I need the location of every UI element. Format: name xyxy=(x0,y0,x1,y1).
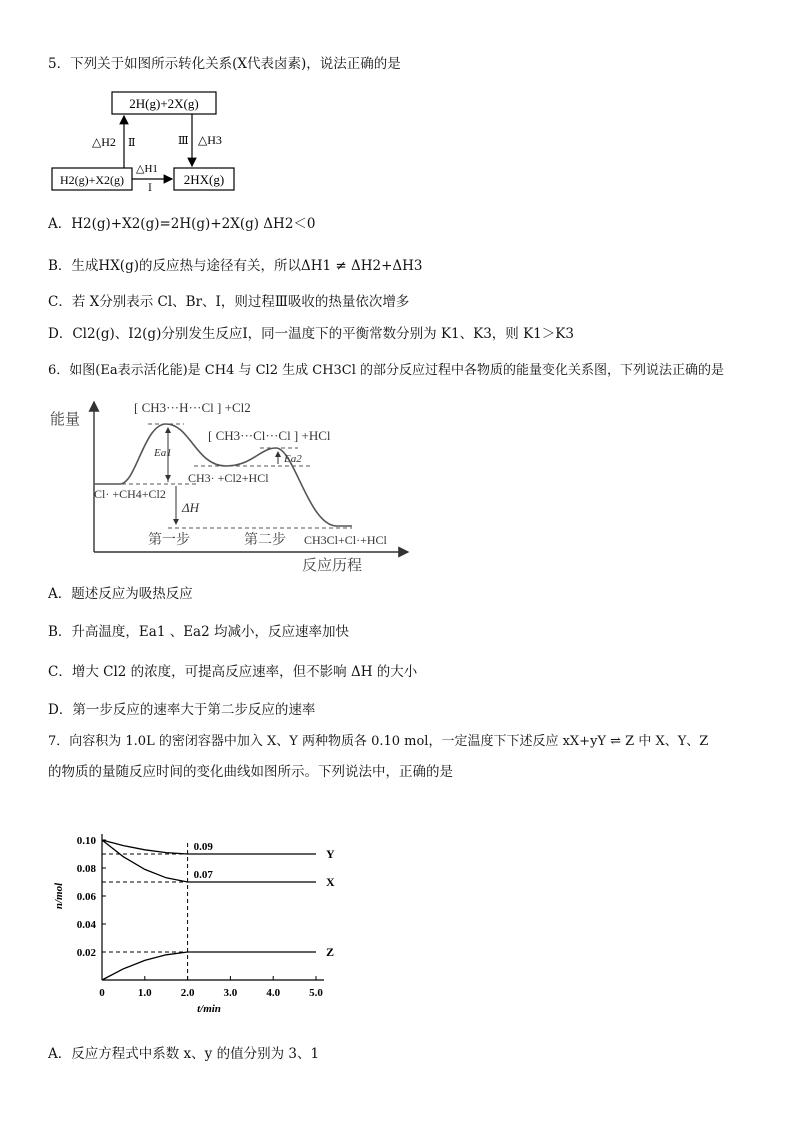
q5-option-a: A．H2(g)+X2(g)=2H(g)+2X(g) ΔH2＜0 xyxy=(48,216,316,232)
q6-reactants: Cl· +CH4+Cl2 xyxy=(94,487,166,501)
y-tick-label: 0.06 xyxy=(76,891,96,903)
series-label-Y: Y xyxy=(326,847,335,861)
q6-option-b: B．升高温度，Ea1 、Ea2 均减小，反应速率加快 xyxy=(48,624,349,640)
q5-option-c: C．若 X分别表示 Cl、Br、I，则过程Ⅲ吸收的热量依次增多 xyxy=(48,294,410,310)
q5-right-box: 2HX(g) xyxy=(183,172,225,187)
y-tick-label: 0.08 xyxy=(76,863,96,875)
q7-chart xyxy=(48,828,338,1018)
q6-option-d: D．第一步反应的速率大于第二步反应的速率 xyxy=(48,702,316,718)
x-tick-label: 0 xyxy=(99,987,105,999)
q6-step2: 第二步 xyxy=(244,532,286,548)
q7-stem-line2: 的物质的量随反应时间的变化曲线如图所示。下列说法中，正确的是 xyxy=(48,764,453,780)
q5-dh1: △H1 xyxy=(136,163,158,175)
q5-stem: 5．下列关于如图所示转化关系(X代表卤素)，说法正确的是 xyxy=(48,56,401,72)
x-tick-label: 2.0 xyxy=(180,987,195,999)
x-tick-label: 4.0 xyxy=(266,987,281,999)
q6-ea1: Ea1 xyxy=(154,447,172,459)
series-label-Z: Z xyxy=(326,945,335,959)
q6-y-label: 能量 xyxy=(50,410,81,428)
y-axis-label: n/mol xyxy=(53,882,65,910)
q5-path1: Ⅰ xyxy=(148,183,152,194)
q5-left-box: H2(g)+X2(g) xyxy=(59,173,125,187)
q5-diagram xyxy=(48,88,268,196)
x-axis-label: t/min xyxy=(197,1003,221,1015)
annotation-y-eq: 0.09 xyxy=(193,841,213,853)
q6-x-label: 反应历程 xyxy=(302,556,363,574)
q6-option-a: A．题述反应为吸热反应 xyxy=(48,586,193,602)
q7-stem-line1: 7．向容积为 1.0L 的密闭容器中加入 X、Y 两种物质各 0.10 mol，一定温度下下述反应 xX+yY ⇌ Z 中 X、Y、Z xyxy=(48,734,709,749)
q6-ea2: Ea2 xyxy=(284,453,302,465)
q7-option-a: A．反应方程式中系数 x、y 的值分别为 3、1 xyxy=(48,1046,320,1062)
series-label-X: X xyxy=(326,875,335,889)
q5-option-b: B．生成HX(g)的反应热与途径有关，所以ΔH1 ≠ ΔH2+ΔH3 xyxy=(48,258,423,274)
q6-products: CH3Cl+Cl·+HCl xyxy=(304,533,387,547)
q6-ts1: [ CH3···H···Cl ] +Cl2 xyxy=(134,400,251,415)
q5-path3: Ⅲ xyxy=(178,135,189,147)
q6-step1: 第一步 xyxy=(148,532,190,548)
q5-top-box: 2H(g)+2X(g) xyxy=(129,96,199,111)
y-tick-label: 0.02 xyxy=(76,947,96,959)
series-line-Z xyxy=(102,952,316,980)
q5-option-d: D．Cl2(g)、I2(g)分别发生反应Ⅰ，同一温度下的平衡常数分别为 K1、K3，则 K1＞K3 xyxy=(48,326,574,342)
annotation-x-eq: 0.07 xyxy=(193,869,213,881)
q6-ts2: [ CH3···Cl···Cl ] +HCl xyxy=(208,428,331,443)
q5-path2: Ⅱ xyxy=(128,137,136,149)
q6-energy-diagram xyxy=(48,394,428,574)
x-tick-label: 1.0 xyxy=(137,987,152,999)
q6-dh: ΔH xyxy=(182,500,200,515)
q6-intermediate: CH3· +Cl2+HCl xyxy=(188,471,269,485)
q6-stem: 6．如图(Ea表示活化能)是 CH4 与 Cl2 生成 CH3Cl 的部分反应过程中各物质的能量变化关系图，下列说法正确的是 xyxy=(48,363,725,378)
x-tick-label: 5.0 xyxy=(309,987,323,999)
q5-dh2: △H2 xyxy=(92,135,116,149)
q5-dh3: △H3 xyxy=(198,133,222,147)
x-tick-label: 3.0 xyxy=(223,987,238,999)
y-tick-label: 0.04 xyxy=(76,919,96,931)
q6-option-c: C．增大 Cl2 的浓度，可提高反应速率，但不影响 ΔH 的大小 xyxy=(48,664,418,680)
y-tick-label: 0.10 xyxy=(76,835,96,847)
